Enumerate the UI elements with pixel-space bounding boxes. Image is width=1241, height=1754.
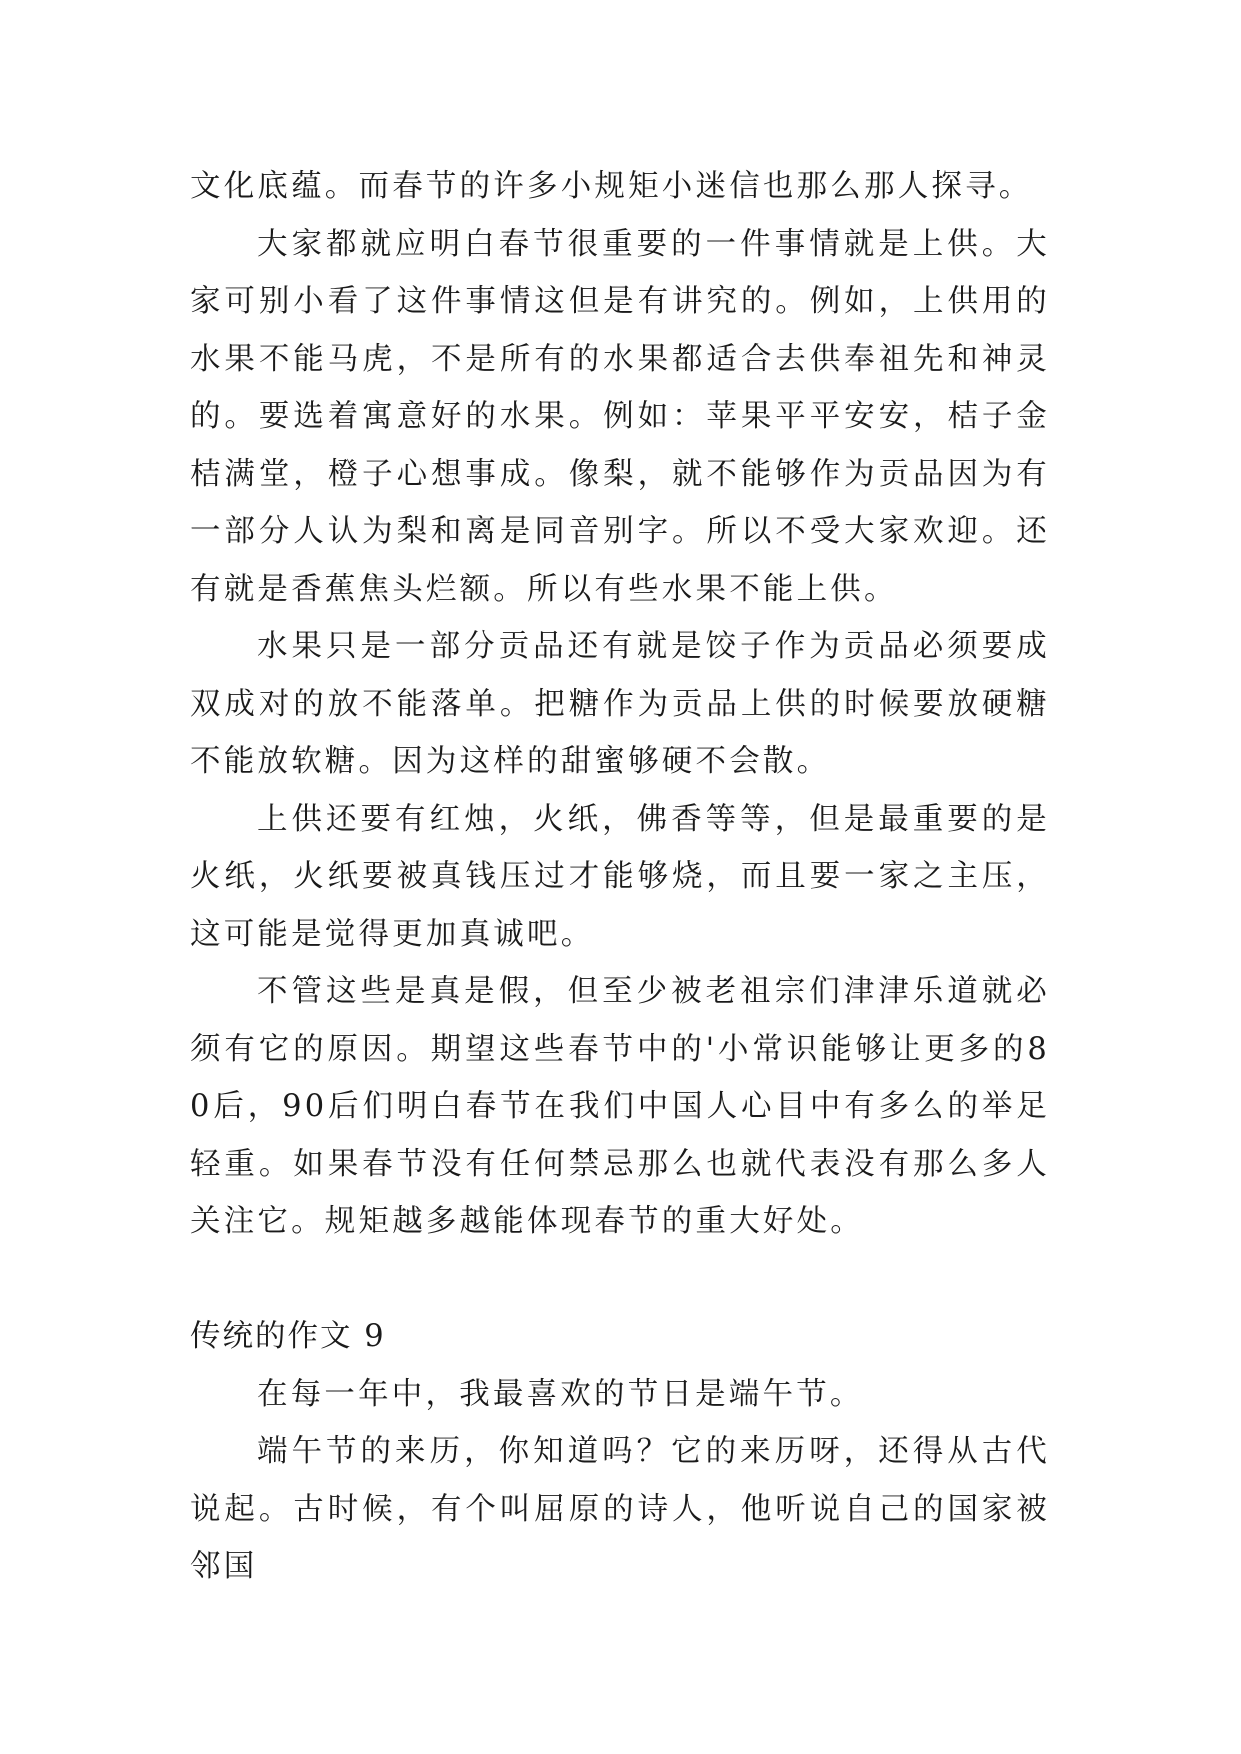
paragraph: 水果只是一部分贡品还有就是饺子作为贡品必须要成双成对的放不能落单。把糖作为贡品上供的时候要放硬糖不能放软糖。因为这样的甜蜜够硬不会散。 xyxy=(190,629,1050,779)
paragraph: 端午节的来历，你知道吗？它的来历呀，还得从古代说起。古时候，有个叫屈原的诗人，他听说自己的国家被邻国 xyxy=(190,1434,1050,1584)
paragraph: 文化底蕴。而春节的许多小规矩小迷信也那么那人探寻。 xyxy=(190,169,1033,204)
paragraph: 上供还要有红烛，火纸，佛香等等，但是最重要的是火纸，火纸要被真钱压过才能够烧，而且要一家之主压，这可能是觉得更加真诚吧。 xyxy=(190,801,1050,952)
paragraph: 不管这些是真是假，但至少被老祖宗们津津乐道就必须有它的原因。期望这些春节中的'小常识能够让更多的80后，90后们明白春节在我们中国人心目中有多么的举足轻重。如果春节没有任何禁忌那么也就代表没有那么多人关注它。规矩越多越能体现春节的重大好处。 xyxy=(190,974,1050,1239)
document-body xyxy=(190,158,1050,1596)
paragraph: 大家都就应明白春节很重要的一件事情就是上供。大家可别小看了这件事情这但是有讲究的。例如，上供用的水果不能马虎，不是所有的水果都适合去供奉祖先和神灵的。要选着寓意好的水果。例如：苹果平平安安，桔子金桔满堂，橙子心想事成。像梨，就不能够作为贡品因为有一部分人认为梨和离是同音别字。所以不受大家欢迎。还有就是香蕉焦头烂额。所以有些水果不能上供。 xyxy=(190,226,1050,607)
paragraph: 在每一年中，我最喜欢的节日是端午节。 xyxy=(257,1376,864,1412)
section-title: 传统的作文 9 xyxy=(190,1319,386,1354)
